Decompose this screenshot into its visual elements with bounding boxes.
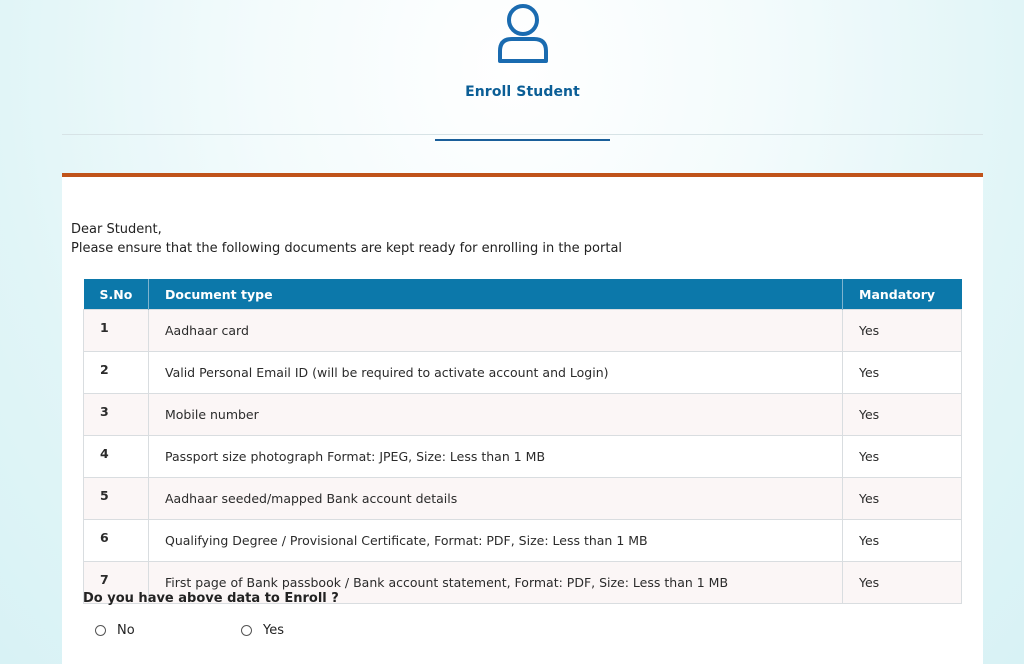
row-document: Qualifying Degree / Provisional Certificate, Format: PDF, Size: Less than 1 MB bbox=[149, 520, 843, 562]
enroll-card bbox=[62, 173, 983, 664]
table-row bbox=[84, 520, 962, 562]
row-sno: 4 bbox=[84, 436, 149, 478]
intro-message: Please ensure that the following documents are kept ready for enrolling in the portal bbox=[71, 241, 623, 256]
row-sno: 3 bbox=[84, 394, 149, 436]
table-row bbox=[84, 352, 962, 394]
table-row bbox=[84, 478, 962, 520]
intro-text bbox=[71, 220, 622, 258]
row-document: Mobile number bbox=[149, 394, 843, 436]
table-row bbox=[84, 310, 962, 352]
column-header-sno: S.No bbox=[84, 279, 149, 310]
radio-yes-label: Yes bbox=[263, 623, 284, 638]
table-row bbox=[84, 436, 962, 478]
enroll-question: Do you have above data to Enroll ? bbox=[83, 591, 339, 606]
column-header-mandatory: Mandatory bbox=[843, 279, 962, 310]
row-mandatory: Yes bbox=[843, 352, 962, 394]
row-mandatory: Yes bbox=[843, 520, 962, 562]
row-sno: 7 bbox=[84, 562, 149, 604]
active-tab-indicator bbox=[435, 139, 610, 141]
row-sno: 5 bbox=[84, 478, 149, 520]
radio-option-no[interactable] bbox=[95, 623, 135, 638]
row-mandatory: Yes bbox=[843, 436, 962, 478]
user-icon bbox=[494, 1, 552, 65]
radio-no-circle[interactable] bbox=[95, 625, 106, 636]
intro-greeting: Dear Student, bbox=[71, 222, 162, 237]
table-header-row bbox=[84, 279, 962, 310]
row-document: Valid Personal Email ID (will be required to activate account and Login) bbox=[149, 352, 843, 394]
table-row bbox=[84, 394, 962, 436]
row-mandatory: Yes bbox=[843, 310, 962, 352]
row-mandatory: Yes bbox=[843, 394, 962, 436]
column-header-document-type: Document type bbox=[149, 279, 843, 310]
header-divider bbox=[62, 134, 983, 135]
row-mandatory: Yes bbox=[843, 478, 962, 520]
documents-table bbox=[83, 279, 962, 604]
radio-option-yes[interactable] bbox=[241, 623, 284, 638]
row-mandatory: Yes bbox=[843, 562, 962, 604]
row-document: Aadhaar card bbox=[149, 310, 843, 352]
radio-no-label: No bbox=[117, 623, 135, 638]
row-sno: 2 bbox=[84, 352, 149, 394]
row-sno: 1 bbox=[84, 310, 149, 352]
row-sno: 6 bbox=[84, 520, 149, 562]
page-header bbox=[0, 0, 1024, 140]
page-title: Enroll Student bbox=[465, 84, 580, 100]
row-document: First page of Bank passbook / Bank account statement, Format: PDF, Size: Less than 1 MB bbox=[149, 562, 843, 604]
radio-yes-circle[interactable] bbox=[241, 625, 252, 636]
row-document: Passport size photograph Format: JPEG, Size: Less than 1 MB bbox=[149, 436, 843, 478]
row-document: Aadhaar seeded/mapped Bank account details bbox=[149, 478, 843, 520]
